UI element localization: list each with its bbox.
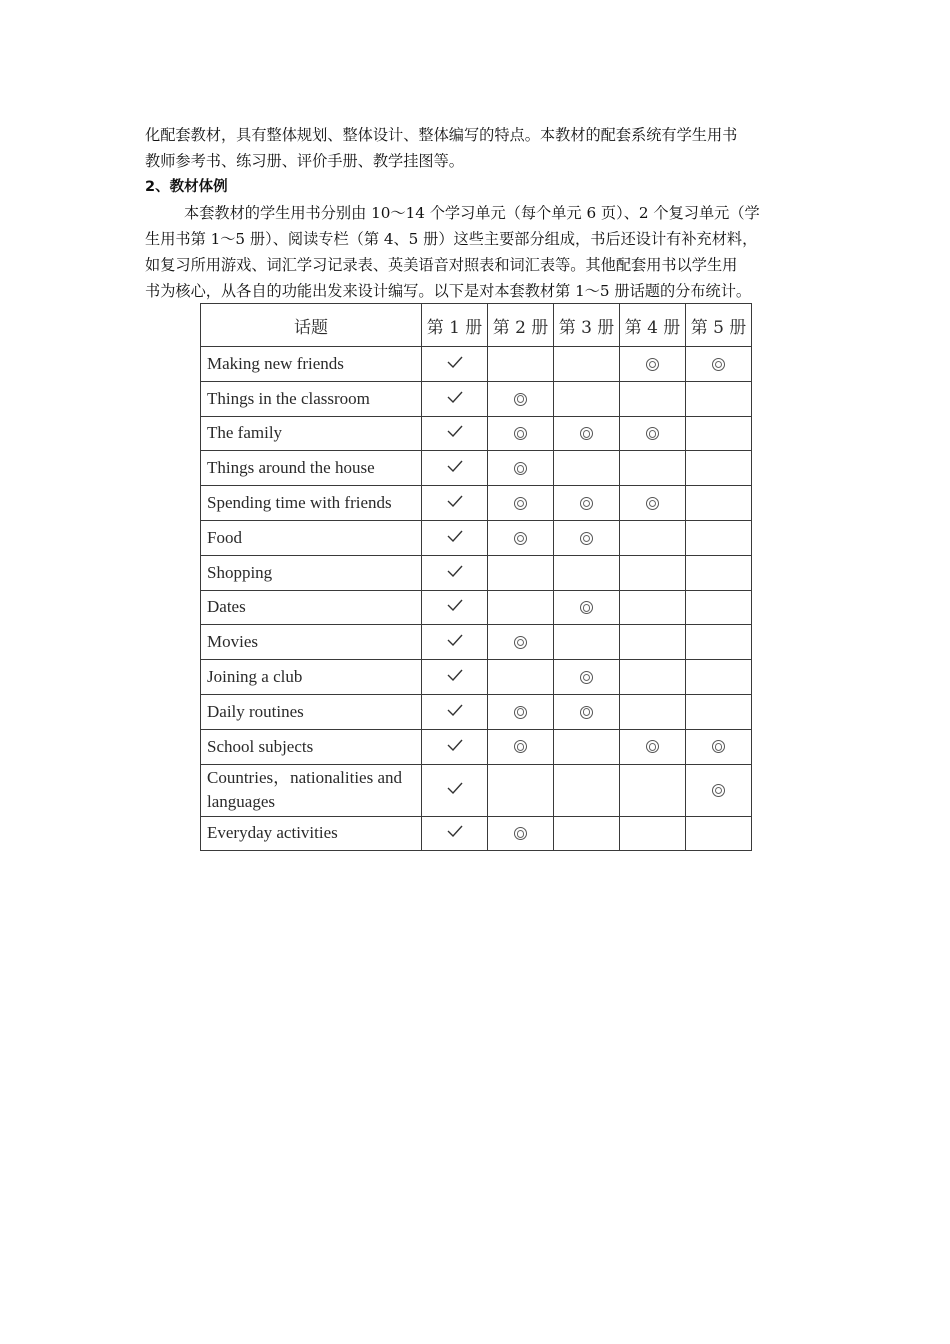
book-3-cell [554, 816, 620, 851]
check-icon [447, 669, 463, 681]
book-5-cell [686, 764, 752, 816]
double-circle-icon [514, 427, 527, 440]
double-circle-icon [514, 393, 527, 406]
book-3-cell [554, 486, 620, 521]
book-4-cell [620, 416, 686, 451]
topic-cell: The family [201, 416, 422, 451]
double-circle-icon [514, 636, 527, 649]
double-circle-icon [712, 358, 725, 371]
table-row [201, 555, 752, 590]
section-heading: 2、教材体例 [145, 179, 228, 195]
book-5-cell [686, 416, 752, 451]
table-row [201, 416, 752, 451]
intro-paragraph [145, 122, 817, 174]
book-4-cell [620, 729, 686, 764]
book-2-cell [488, 694, 554, 729]
topic-distribution-table [200, 303, 751, 851]
table-bottom-edge [200, 853, 751, 855]
double-circle-icon [514, 462, 527, 475]
book-5-cell [686, 729, 752, 764]
table-row [201, 694, 752, 729]
book-1-cell [422, 520, 488, 555]
book-3-cell [554, 520, 620, 555]
book-5-cell [686, 347, 752, 382]
text-line: 如复习所用游戏、词汇学习记录表、英美语音对照表和词汇表等。其他配套用书以学生用 [145, 256, 738, 274]
book-2-cell [488, 555, 554, 590]
check-icon [447, 739, 463, 751]
check-icon [447, 460, 463, 472]
double-circle-icon [580, 497, 593, 510]
check-icon [447, 565, 463, 577]
double-circle-icon [514, 706, 527, 719]
book-5-cell [686, 520, 752, 555]
book-4-cell [620, 816, 686, 851]
double-circle-icon [580, 601, 593, 614]
double-circle-icon [646, 427, 659, 440]
book-5-cell [686, 381, 752, 416]
book-2-cell [488, 660, 554, 695]
double-circle-icon [712, 740, 725, 753]
double-circle-icon [514, 827, 527, 840]
table-row [201, 816, 752, 851]
table-body [201, 347, 752, 851]
book-5-cell [686, 660, 752, 695]
header-book-2: 第 2 册 [488, 304, 554, 347]
table-row [201, 660, 752, 695]
book-5-cell [686, 694, 752, 729]
topic-cell: Daily routines [201, 694, 422, 729]
book-4-cell [620, 764, 686, 816]
book-4-cell [620, 555, 686, 590]
book-1-cell [422, 694, 488, 729]
book-4-cell [620, 660, 686, 695]
topic-cell: Dates [201, 590, 422, 625]
topic-cell: Countries，nationalities and languages [201, 764, 422, 816]
topic-cell: Things in the classroom [201, 381, 422, 416]
book-3-cell [554, 451, 620, 486]
text-line: 书为核心，从各自的功能出发来设计编写。以下是对本套教材第 1～5 册话题的分布统计。 [145, 282, 752, 300]
double-circle-icon [514, 740, 527, 753]
check-icon [447, 391, 463, 403]
double-circle-icon [646, 740, 659, 753]
table-row [201, 451, 752, 486]
book-4-cell [620, 347, 686, 382]
text-line: 生用书第 1～5 册）、阅读专栏（第 4、5 册）这些主要部分组成，书后还设计有补充材料， [145, 230, 758, 248]
book-3-cell [554, 764, 620, 816]
book-5-cell [686, 486, 752, 521]
topics-table [200, 303, 752, 851]
topic-cell: Food [201, 520, 422, 555]
book-1-cell [422, 486, 488, 521]
double-circle-icon [580, 706, 593, 719]
book-2-cell [488, 816, 554, 851]
table-row [201, 486, 752, 521]
book-5-cell [686, 590, 752, 625]
book-3-cell [554, 590, 620, 625]
book-4-cell [620, 590, 686, 625]
book-5-cell [686, 816, 752, 851]
double-circle-icon [646, 358, 659, 371]
topic-cell: Everyday activities [201, 816, 422, 851]
double-circle-icon [580, 427, 593, 440]
table-row [201, 729, 752, 764]
topic-cell: Making new friends [201, 347, 422, 382]
table-row [201, 347, 752, 382]
table-row [201, 625, 752, 660]
book-1-cell [422, 764, 488, 816]
table-row [201, 381, 752, 416]
book-4-cell [620, 486, 686, 521]
check-icon [447, 530, 463, 542]
book-3-cell [554, 625, 620, 660]
table-header-row [201, 304, 752, 347]
book-3-cell [554, 555, 620, 590]
check-icon [447, 599, 463, 611]
double-circle-icon [514, 532, 527, 545]
table-row [201, 764, 752, 816]
book-2-cell [488, 520, 554, 555]
header-book-1: 第 1 册 [422, 304, 488, 347]
book-2-cell [488, 590, 554, 625]
book-5-cell [686, 451, 752, 486]
book-4-cell [620, 381, 686, 416]
book-3-cell [554, 694, 620, 729]
double-circle-icon [580, 532, 593, 545]
book-1-cell [422, 590, 488, 625]
book-3-cell [554, 381, 620, 416]
check-icon [447, 495, 463, 507]
book-5-cell [686, 625, 752, 660]
book-4-cell [620, 625, 686, 660]
double-circle-icon [646, 497, 659, 510]
check-icon [447, 704, 463, 716]
book-2-cell [488, 764, 554, 816]
table-row [201, 520, 752, 555]
book-4-cell [620, 520, 686, 555]
check-icon [447, 425, 463, 437]
check-icon [447, 782, 463, 794]
double-circle-icon [580, 671, 593, 684]
table-row [201, 590, 752, 625]
book-2-cell [488, 416, 554, 451]
book-2-cell [488, 625, 554, 660]
check-icon [447, 825, 463, 837]
book-1-cell [422, 660, 488, 695]
book-2-cell [488, 486, 554, 521]
book-3-cell [554, 729, 620, 764]
topic-cell: Joining a club [201, 660, 422, 695]
header-book-4: 第 4 册 [620, 304, 686, 347]
book-1-cell [422, 381, 488, 416]
book-2-cell [488, 729, 554, 764]
book-2-cell [488, 451, 554, 486]
text-line: 化配套教材，具有整体规划、整体设计、整体编写的特点。本教材的配套系统有学生用书 [145, 126, 738, 144]
topic-cell: Things around the house [201, 451, 422, 486]
body-text [145, 122, 817, 304]
structure-paragraph [145, 200, 817, 304]
text-line: 本套教材的学生用书分别由 10～14 个学习单元（每个单元 6 页）、2 个复习单元（学 [184, 204, 760, 222]
book-3-cell [554, 416, 620, 451]
book-2-cell [488, 347, 554, 382]
book-4-cell [620, 451, 686, 486]
book-1-cell [422, 816, 488, 851]
book-3-cell [554, 660, 620, 695]
header-topic: 话题 [201, 304, 422, 347]
header-book-5: 第 5 册 [686, 304, 752, 347]
book-1-cell [422, 729, 488, 764]
book-3-cell [554, 347, 620, 382]
book-1-cell [422, 416, 488, 451]
book-5-cell [686, 555, 752, 590]
book-2-cell [488, 381, 554, 416]
book-1-cell [422, 347, 488, 382]
book-1-cell [422, 625, 488, 660]
double-circle-icon [514, 497, 527, 510]
header-book-3: 第 3 册 [554, 304, 620, 347]
double-circle-icon [712, 784, 725, 797]
check-icon [447, 634, 463, 646]
topic-cell: Shopping [201, 555, 422, 590]
text-line: 教师参考书、练习册、评价手册、教学挂图等。 [145, 152, 464, 170]
topic-cell: Movies [201, 625, 422, 660]
topic-cell: Spending time with friends [201, 486, 422, 521]
check-icon [447, 356, 463, 368]
book-1-cell [422, 451, 488, 486]
book-4-cell [620, 694, 686, 729]
topic-cell: School subjects [201, 729, 422, 764]
book-1-cell [422, 555, 488, 590]
